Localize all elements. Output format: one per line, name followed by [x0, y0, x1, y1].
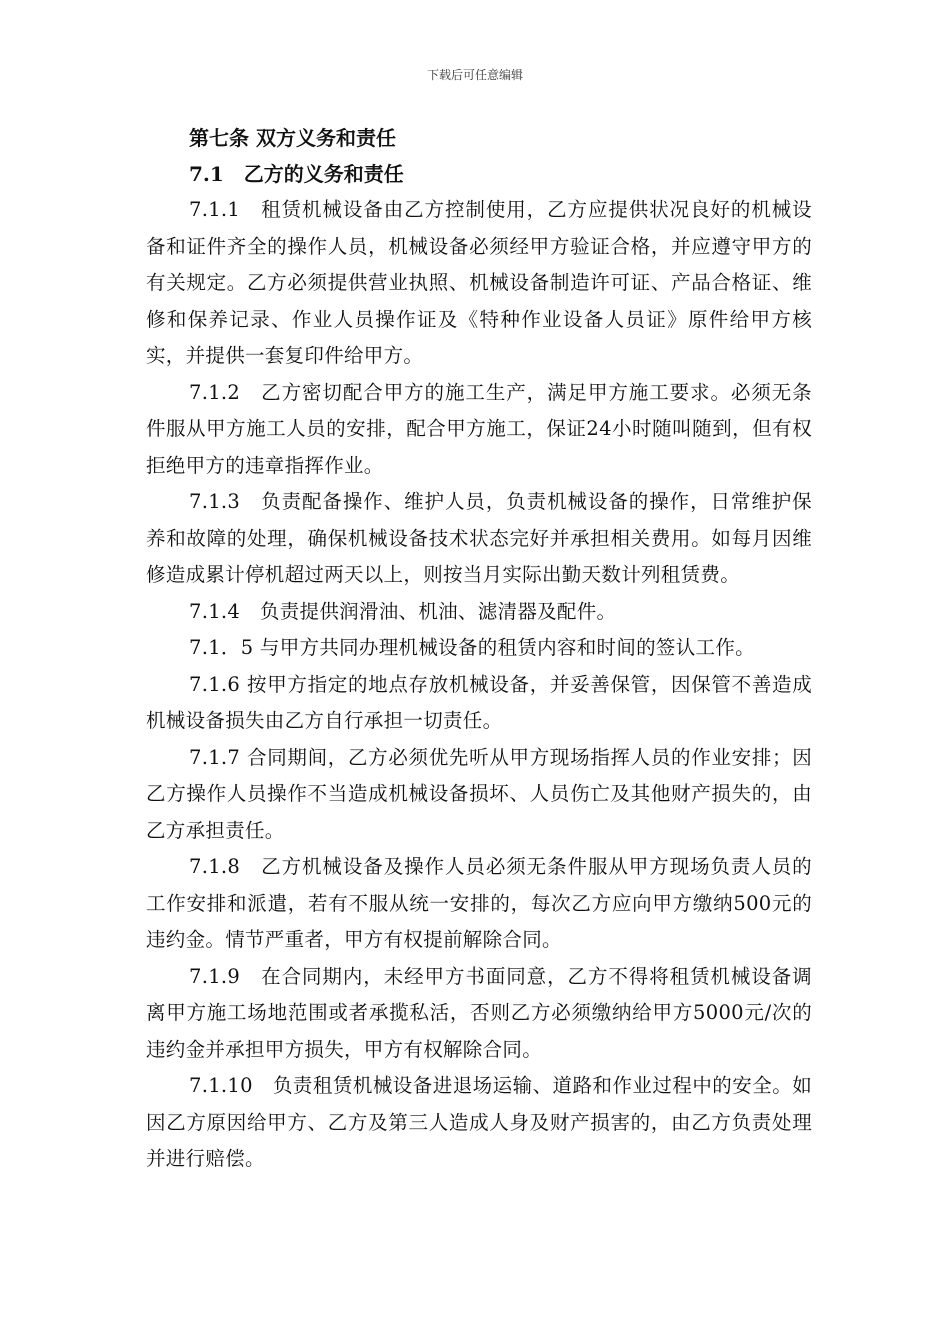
clause-7-1-6: 7.1.6 按甲方指定的地点存放机械设备，并妥善保管，因保管不善造成机械设备损失由乙方自行承担一切责任。	[146, 672, 812, 732]
clause-7-1-8: 7.1.8 乙方机械设备及操作人员必须无条件服从甲方现场负责人员的工作安排和派遣，若有不服从统一安排的，每次乙方应向甲方缴纳500元的违约金。情节严重者，甲方有权提前解除合同。	[146, 855, 812, 951]
clause-7-1-3: 7.1.3 负责配备操作、维护人员，负责机械设备的操作，日常维护保养和故障的处理，确保机械设备技术状态完好并承担相关费用。如每月因维修造成累计停机超过两天以上，则按当月实际出勤天数计列租赁费。	[146, 490, 812, 586]
clause-7-1-1: 7.1.1 租赁机械设备由乙方控制使用，乙方应提供状况良好的机械设备和证件齐全的操作人员，机械设备必须经甲方验证合格，并应遵守甲方的有关规定。乙方必须提供营业执照、机械设备制造许可证、产品合格证、维修和保养记录、作业人员操作证及《特种作业设备人员证》原件给甲方核实，并提供一套复印件给甲方。	[146, 198, 812, 367]
subsection-title: 7.1 乙方的义务和责任	[189, 162, 404, 186]
clause-7-1-2: 7.1.2 乙方密切配合甲方的施工生产，满足甲方施工要求。必须无条件服从甲方施工人员的安排，配合甲方施工，保证24小时随叫随到，但有权拒绝甲方的违章指挥作业。	[146, 380, 812, 477]
clause-7-1-9: 7.1.9 在合同期内，未经甲方书面同意，乙方不得将租赁机械设备调离甲方施工场地范围或者承揽私活，否则乙方必须缴纳给甲方5000元/次的违约金并承担甲方损失，甲方有权解除合同。	[146, 964, 812, 1061]
clause-7-1-5: 7.1．5 与甲方共同办理机械设备的租赁内容和时间的签认工作。	[189, 636, 755, 659]
clause-7-1-7: 7.1.7 合同期间，乙方必须优先听从甲方现场指挥人员的作业安排；因乙方操作人员操作不当造成机械设备损坏、人员伤亡及其他财产损失的，由乙方承担责任。	[146, 745, 812, 842]
page-header-note: 下载后可任意编辑	[426, 68, 523, 82]
section-title: 第七条 双方义务和责任	[189, 126, 396, 150]
document-body	[146, 120, 812, 1178]
clause-7-1-4: 7.1.4 负责提供润滑油、机油、滤清器及配件。	[189, 599, 617, 623]
clause-7-1-10: 7.1.10 负责租赁机械设备进退场运输、道路和作业过程中的安全。如因乙方原因给甲方、乙方及第三人造成人身及财产损害的，由乙方负责处理并进行赔偿。	[146, 1074, 812, 1170]
